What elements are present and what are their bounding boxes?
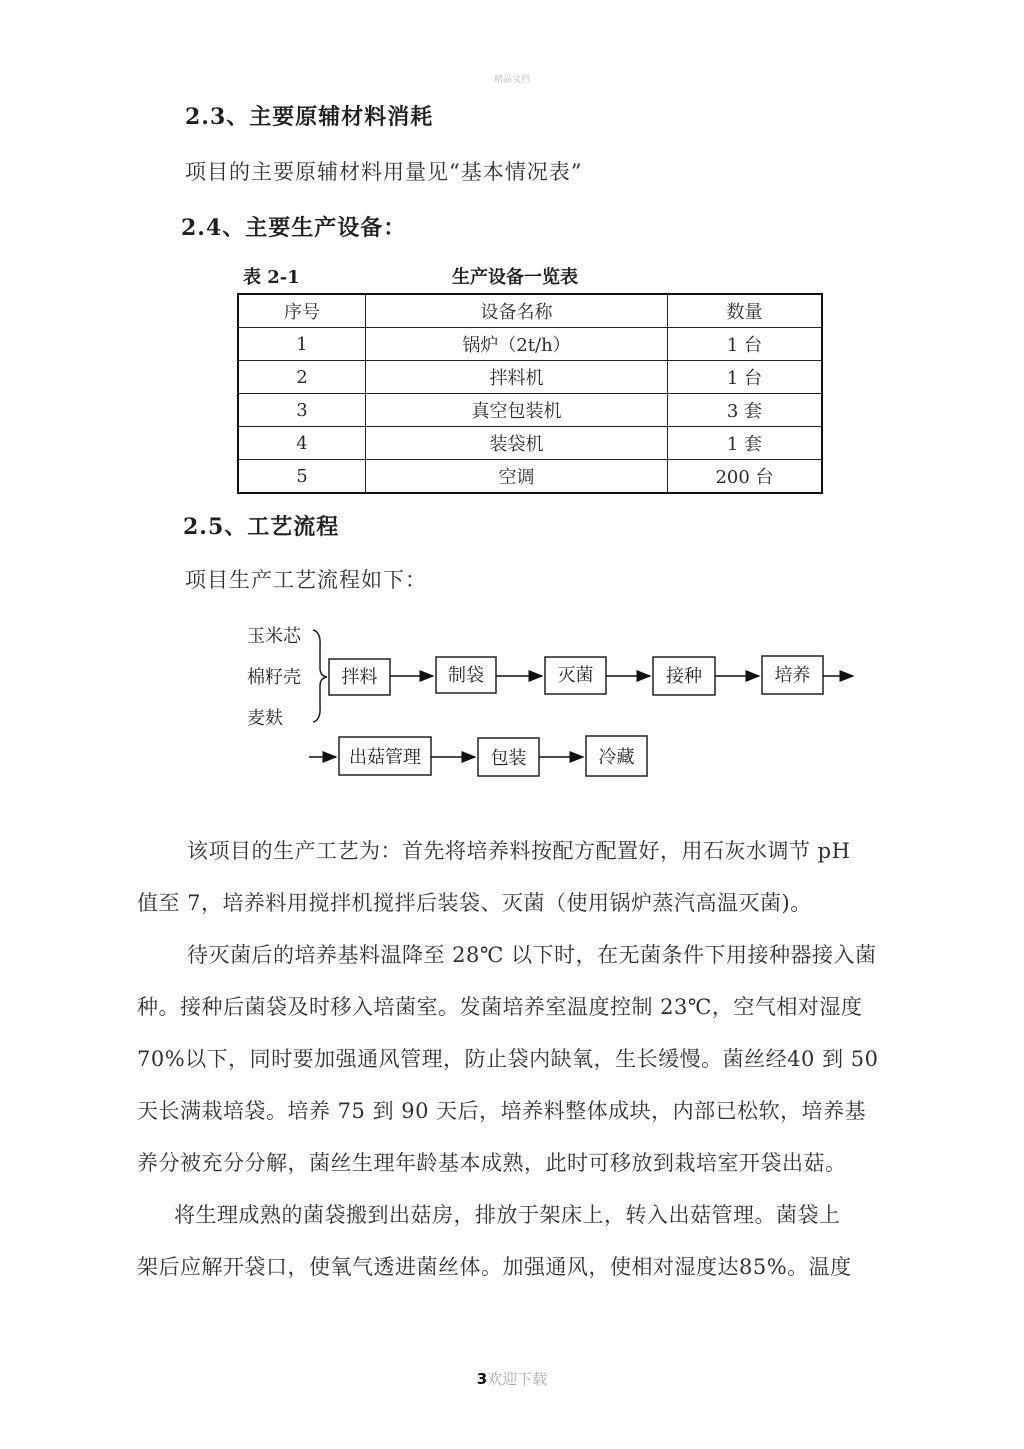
flow-step-label: 培养 [774,665,811,686]
table-cell: 1 台 [668,328,823,361]
table-cell: 空调 [366,460,668,494]
header-cell-name: 设备名称 [366,294,668,328]
flow-step-label: 包装 [490,748,527,769]
header-cell-quantity: 数量 [668,294,823,328]
table-cell: 1 台 [668,361,823,394]
flow-step-box [762,656,823,694]
table-cell: 1 套 [668,427,823,460]
brace-symbol [313,630,327,722]
flow-step-box [653,657,715,695]
flow-input: 麦麸 [247,708,283,729]
table-row [238,328,822,361]
table-row [238,361,822,394]
table-cell: 200 台 [668,460,823,494]
equipment-table [237,293,823,494]
flow-input: 棉籽壳 [247,667,301,688]
section-2-4-title: 2.4、主要生产设备： [181,215,407,241]
table-cell: 真空包装机 [366,394,668,427]
table-row [238,394,822,427]
section-2-3-title: 2.3、主要原辅材料消耗 [185,104,434,130]
paragraph-line: 天长满栽培袋。培养 75 到 90 天后，培养料整体成块，内部已松软，培养基 [137,1099,867,1123]
table-title: 生产设备一览表 [452,267,578,288]
table-row [238,427,822,460]
paragraph-line: 种。接种后菌袋及时移入培菌室。发菌培养室温度控制 23℃，空气相对湿度 [137,995,863,1019]
flow-step-label: 灭菌 [557,665,594,686]
table-cell: 4 [238,427,366,460]
flow-step-box [545,657,606,694]
paragraph-line: 架后应解开袋口，使氧气透进菌丝体。加强通风，使相对湿度达85%。温度 [137,1255,852,1279]
section-2-5-text: 项目生产工艺流程如下： [185,568,427,592]
header-cell-index: 序号 [238,294,366,328]
flow-step-box [339,737,431,775]
flow-step-label: 出菇管理 [349,747,421,768]
table-cell: 拌料机 [366,361,668,394]
table-header-row [238,294,822,328]
page-footer [0,1368,1024,1389]
flow-step-box [586,736,647,776]
page-number: 3 [476,1370,488,1388]
table-cell: 3 套 [668,394,823,427]
flow-step-label: 制袋 [448,665,484,686]
paragraph-line: 待灭菌后的培养基料温降至 28℃ 以下时，在无菌条件下用接种器接入菌 [187,943,877,967]
table-cell: 3 [238,394,366,427]
paragraph-line: 该项目的生产工艺为：首先将培养料按配方配置好，用石灰水调节 pH [187,839,851,863]
section-2-3-text: 项目的主要原辅材料用量见“基本情况表” [185,160,583,184]
flow-step-box [478,738,539,776]
flow-step-box [436,657,496,693]
paragraph-line: 值至 7，培养料用搅拌机搅拌后装袋、灭菌（使用锅炉蒸汽高温灭菌)。 [137,891,812,915]
paragraph-line: 将生理成熟的菌袋搬到出菇房，排放于架床上，转入出菇管理。菌袋上 [174,1203,841,1227]
table-cell: 2 [238,361,366,394]
flow-step-label: 拌料 [341,667,378,688]
flow-step-label: 冷藏 [598,747,635,768]
flow-step-label: 接种 [666,666,702,687]
table-row [238,460,822,494]
header-watermark: 精品文档 [493,75,530,85]
flow-input: 玉米芯 [247,626,301,647]
paragraph-line: 70%以下，同时要加强通风管理，防止袋内缺氧，生长缓慢。菌丝经40 到 50 [137,1047,879,1071]
table-cell: 装袋机 [366,427,668,460]
paragraph-line: 养分被充分分解，菌丝生理年龄基本成熟，此时可移放到栽培室开袋出菇。 [137,1151,847,1175]
process-flow-diagram [0,610,1024,790]
section-2-5-title: 2.5、工艺流程 [183,514,340,540]
process-description [137,825,937,1293]
table-number: 表 2-1 [243,267,300,288]
flow-step-box [329,659,390,695]
download-watermark: 欢迎下载 [487,1370,548,1388]
table-cell: 5 [238,460,366,494]
table-cell: 锅炉（2t/h） [366,328,668,361]
table-cell: 1 [238,328,366,361]
